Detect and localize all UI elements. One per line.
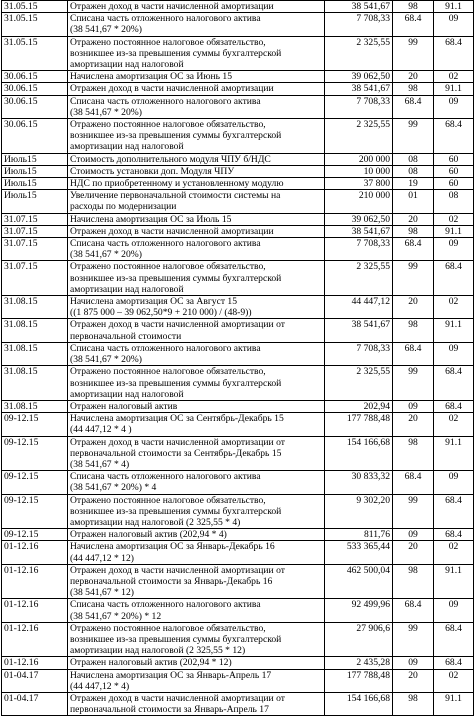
entry-amount-cell: 39 062,50 (325, 71, 393, 83)
entry-credit-account-cell: 60 (434, 178, 474, 190)
entry-description-cell (68, 494, 325, 529)
entry-date-cell: 31.07.15 (2, 213, 68, 225)
entry-description-line: ((1 875 000 – 39 062,50*9 + 210 000) / (48-9)) (70, 307, 252, 319)
entry-debit-account-cell: 68.4 (393, 599, 434, 622)
entry-date-cell: 01-04.17 (2, 669, 68, 692)
entry-credit-account-cell: 09 (434, 13, 474, 36)
entry-description-cell (68, 366, 325, 401)
entry-date-cell: 01-12.16 (2, 657, 68, 669)
table-row (2, 529, 474, 541)
entry-description-cell (68, 1, 325, 13)
entry-debit-account-cell: 20 (393, 413, 434, 436)
entry-description-cell (68, 436, 325, 471)
entry-description-line: Начислена амортизация ОС за Июль 15 (70, 213, 232, 225)
entry-description-line: Списана часть отложенного налогового актива (70, 599, 261, 611)
entry-date-cell: 31.05.15 (2, 13, 68, 36)
entry-debit-account-cell: 68.4 (393, 471, 434, 494)
table-row (2, 71, 474, 83)
table-row (2, 657, 474, 669)
entry-amount-cell: 177 788,48 (325, 413, 393, 436)
entry-debit-account-cell: 68.4 (393, 238, 434, 261)
entry-debit-account-cell: 98 (393, 564, 434, 599)
entry-description-line: (44 447,12 * 4) (70, 680, 130, 692)
entry-amount-cell: 30 833,32 (325, 471, 393, 494)
table-row (2, 178, 474, 190)
entry-debit-account-cell: 99 (393, 119, 434, 154)
table-row (2, 494, 474, 529)
entry-credit-account-cell: 08 (434, 190, 474, 213)
entry-amount-cell: 9 302,20 (325, 494, 393, 529)
entry-description-line: Начислена амортизация ОС за Август 15 (70, 296, 238, 308)
entry-description-line: Стоимость дополнительного модуля ЧПУ б/НДС (70, 153, 271, 165)
entry-description-line: (44 447,12 * 12) (70, 552, 134, 564)
entry-description-line: возникшее из-за превышения суммы бухгалтерской (70, 130, 282, 142)
entry-description-cell (68, 13, 325, 36)
entry-description-line: Отражен доход в части начисленной амортизации (70, 83, 274, 95)
entry-description-cell (68, 225, 325, 237)
entry-debit-account-cell: 09 (393, 657, 434, 669)
entry-description-line: Начислена амортизация ОС за Январь-Декабрь 16 (70, 541, 275, 553)
entry-description-cell (68, 669, 325, 692)
entry-credit-account-cell: 91.1 (434, 436, 474, 471)
entry-description-cell (68, 71, 325, 83)
entry-description-line: Отражен доход в части начисленной амортизации от (70, 319, 285, 331)
entry-amount-cell: 462 500,04 (325, 564, 393, 599)
entry-description-cell (68, 213, 325, 225)
entry-amount-cell: 7 708,33 (325, 95, 393, 118)
table-row (2, 541, 474, 564)
table-row (2, 669, 474, 692)
entry-description-line: Списана часть отложенного налогового актива (70, 13, 261, 25)
entry-description-line: Отражен доход в части начисленной амортизации от (70, 564, 285, 576)
entry-amount-cell: 154 166,68 (325, 692, 393, 715)
entry-description-cell (68, 296, 325, 319)
entry-date-cell: 01-12.16 (2, 541, 68, 564)
entry-description-line: Отражено постоянное налоговое обязательство, (70, 622, 266, 634)
entry-credit-account-cell: 91.1 (434, 564, 474, 599)
entry-debit-account-cell: 98 (393, 83, 434, 95)
entry-description-cell (68, 622, 325, 657)
entry-amount-cell: 533 365,44 (325, 541, 393, 564)
entry-date-cell: 09-12.15 (2, 436, 68, 471)
entry-description-line: (38 541,67 * 20%) (70, 106, 142, 118)
entry-description-cell (68, 599, 325, 622)
entry-credit-account-cell: 91.1 (434, 319, 474, 342)
entry-credit-account-cell: 91.1 (434, 1, 474, 13)
entry-credit-account-cell: 02 (434, 413, 474, 436)
table-row (2, 342, 474, 365)
entry-date-cell: 09-12.15 (2, 529, 68, 541)
entry-description-cell (68, 95, 325, 118)
entry-amount-cell: 37 800 (325, 178, 393, 190)
entry-credit-account-cell: 68.4 (434, 119, 474, 154)
entry-description-cell (68, 342, 325, 365)
entry-credit-account-cell: 02 (434, 296, 474, 319)
entry-debit-account-cell: 08 (393, 153, 434, 165)
entry-amount-cell: 2 325,55 (325, 261, 393, 296)
entry-description-line: первоначальной стоимости за Сентябрь-Декабрь 15 (70, 447, 282, 459)
entry-debit-account-cell: 20 (393, 541, 434, 564)
entry-date-cell: 01-12.16 (2, 599, 68, 622)
entry-date-cell: 01-12.16 (2, 564, 68, 599)
entry-debit-account-cell: 08 (393, 165, 434, 177)
entry-amount-cell: 177 788,48 (325, 669, 393, 692)
entry-amount-cell: 38 541,67 (325, 83, 393, 95)
entry-debit-account-cell: 68.4 (393, 13, 434, 36)
table-row (2, 1, 474, 13)
entry-debit-account-cell: 20 (393, 669, 434, 692)
entry-credit-account-cell: 09 (434, 342, 474, 365)
entry-description-line: Отражен доход в части начисленной амортизации (70, 225, 274, 237)
entry-description-cell (68, 36, 325, 71)
entry-debit-account-cell: 09 (393, 529, 434, 541)
entry-description-line: амортизации над налоговой (70, 283, 184, 295)
entry-date-cell: 31.08.15 (2, 319, 68, 342)
entry-description-line: Отражен налоговый актив (202,94 * 12) (70, 657, 232, 669)
entry-description-cell (68, 178, 325, 190)
entry-date-cell: 30.06.15 (2, 71, 68, 83)
entry-description-cell (68, 238, 325, 261)
entry-description-line: Начислена амортизация ОС за Сентябрь-Декабрь 15 (70, 413, 284, 425)
entry-description-cell (68, 261, 325, 296)
table-row (2, 238, 474, 261)
entry-date-cell: Июль15 (2, 165, 68, 177)
table-row (2, 692, 474, 715)
entry-debit-account-cell: 98 (393, 436, 434, 471)
entry-credit-account-cell: 68.4 (434, 657, 474, 669)
entry-description-line: Отражено постоянное налоговое обязательство, (70, 261, 266, 273)
entry-debit-account-cell: 99 (393, 366, 434, 401)
table-row (2, 213, 474, 225)
table-row (2, 366, 474, 401)
entry-description-cell (68, 165, 325, 177)
entry-credit-account-cell: 91.1 (434, 692, 474, 715)
entry-date-cell: 31.08.15 (2, 400, 68, 412)
entry-credit-account-cell: 68.4 (434, 366, 474, 401)
entry-amount-cell: 7 708,33 (325, 13, 393, 36)
entry-description-line: Отражено постоянное налоговое обязательство, (70, 494, 266, 506)
entry-debit-account-cell: 68.4 (393, 342, 434, 365)
entry-description-cell (68, 413, 325, 436)
entry-credit-account-cell: 68.4 (434, 400, 474, 412)
entry-description-line: первоначальной стоимости (70, 330, 182, 342)
entry-description-line: Стоимость установки доп. Модуля ЧПУ (70, 165, 235, 177)
table-row (2, 190, 474, 213)
entry-amount-cell: 2 325,55 (325, 36, 393, 71)
entry-debit-account-cell: 99 (393, 622, 434, 657)
entry-description-cell (68, 119, 325, 154)
entry-amount-cell: 2 325,55 (325, 366, 393, 401)
entry-description-line: (38 541,67 * 12) (70, 587, 134, 599)
entry-date-cell: 31.08.15 (2, 366, 68, 401)
entry-amount-cell: 10 000 (325, 165, 393, 177)
table-row (2, 436, 474, 471)
entry-description-line: (44 447,12 * 4 ) (70, 424, 132, 436)
entry-description-line: Отражен доход в части начисленной амортизации от (70, 436, 285, 448)
entry-description-line: Начислена амортизация ОС за Январь-Апрель 17 (70, 669, 272, 681)
entry-amount-cell: 27 906,6 (325, 622, 393, 657)
entry-description-line: Отражено постоянное налоговое обязательство, (70, 366, 266, 378)
entry-description-cell (68, 190, 325, 213)
entry-debit-account-cell: 01 (393, 190, 434, 213)
entry-debit-account-cell: 20 (393, 213, 434, 225)
entry-amount-cell: 38 541,67 (325, 319, 393, 342)
entry-credit-account-cell: 60 (434, 153, 474, 165)
entry-description-cell (68, 400, 325, 412)
entry-description-line: НДС по приобретенному и установленному модулю (70, 178, 284, 190)
entry-description-line: Списана часть отложенного налогового актива (70, 238, 261, 250)
entry-description-line: возникшее из-за превышения суммы бухгалтерской (70, 272, 282, 284)
entry-description-line: Отражен доход в части начисленной амортизации (70, 1, 274, 12)
table-row (2, 225, 474, 237)
entry-credit-account-cell: 68.4 (434, 529, 474, 541)
table-row (2, 261, 474, 296)
table-row (2, 319, 474, 342)
table-row (2, 400, 474, 412)
entry-description-line: (38 541,67 * 4) (70, 458, 130, 470)
entry-credit-account-cell: 02 (434, 71, 474, 83)
entry-credit-account-cell: 02 (434, 669, 474, 692)
entry-description-line: Списана часть отложенного налогового актива (70, 342, 261, 354)
entry-debit-account-cell: 99 (393, 36, 434, 71)
entry-description-cell (68, 319, 325, 342)
table-row (2, 413, 474, 436)
entry-debit-account-cell: 68.4 (393, 95, 434, 118)
table-row (2, 119, 474, 154)
entry-description-cell (68, 657, 325, 669)
entry-description-line: (38 541,67 * 20%) (70, 354, 142, 366)
entry-date-cell: 31.07.15 (2, 225, 68, 237)
entry-date-cell: 01-04.17 (2, 692, 68, 715)
entry-debit-account-cell: 99 (393, 261, 434, 296)
entry-date-cell: 30.06.15 (2, 119, 68, 154)
entry-date-cell: 31.07.15 (2, 238, 68, 261)
entry-debit-account-cell: 98 (393, 225, 434, 237)
entry-description-line: возникшее из-за превышения суммы бухгалтерской (70, 377, 282, 389)
entry-date-cell: Июль15 (2, 153, 68, 165)
entry-amount-cell: 2 435,28 (325, 657, 393, 669)
entry-description-line: возникшее из-за превышения суммы бухгалтерской (70, 47, 282, 59)
entry-debit-account-cell: 98 (393, 692, 434, 715)
entry-amount-cell: 92 499,96 (325, 599, 393, 622)
entry-amount-cell: 44 447,12 (325, 296, 393, 319)
entry-date-cell: 09-12.15 (2, 471, 68, 494)
entry-description-line: Отражено постоянное налоговое обязательство, (70, 119, 266, 131)
entry-description-line: амортизации над налоговой (2 325,55 * 12) (70, 645, 246, 657)
table-row (2, 471, 474, 494)
entry-description-cell (68, 529, 325, 541)
entry-date-cell: 09-12.15 (2, 413, 68, 436)
entry-amount-cell: 38 541,67 (325, 1, 393, 13)
entry-description-line: (38 541,67 * 20%) * 4 (70, 482, 157, 494)
entry-amount-cell: 38 541,67 (325, 225, 393, 237)
entry-debit-account-cell: 99 (393, 494, 434, 529)
entry-date-cell: 30.06.15 (2, 95, 68, 118)
entry-credit-account-cell: 68.4 (434, 261, 474, 296)
entry-date-cell: 09-12.15 (2, 494, 68, 529)
entry-date-cell: Июль15 (2, 178, 68, 190)
entry-credit-account-cell: 09 (434, 95, 474, 118)
entry-description-line: амортизации над налоговой (70, 141, 184, 153)
table-row (2, 564, 474, 599)
entry-credit-account-cell: 91.1 (434, 225, 474, 237)
entry-description-line: первоначальной стоимости за Январь-Декабрь 16 (70, 575, 273, 587)
entry-amount-cell: 154 166,68 (325, 436, 393, 471)
entry-description-line: Отражен налоговый актив (202,94 * 4) (70, 529, 227, 541)
entry-debit-account-cell: 09 (393, 400, 434, 412)
entry-description-cell (68, 83, 325, 95)
entry-description-line: Отражен налоговый актив (70, 400, 178, 412)
entry-amount-cell: 39 062,50 (325, 213, 393, 225)
entry-credit-account-cell: 02 (434, 541, 474, 564)
table-row (2, 296, 474, 319)
entry-credit-account-cell: 68.4 (434, 622, 474, 657)
entry-credit-account-cell: 09 (434, 599, 474, 622)
entry-debit-account-cell: 98 (393, 1, 434, 13)
entry-description-line: Увеличение первоначальной стоимости системы на (70, 190, 281, 202)
entry-debit-account-cell: 19 (393, 178, 434, 190)
entry-description-line: (38 541,67 * 20%) * 12 (70, 610, 162, 622)
entry-debit-account-cell: 20 (393, 71, 434, 83)
table-row (2, 622, 474, 657)
entry-amount-cell: 811,76 (325, 529, 393, 541)
entry-credit-account-cell: 02 (434, 213, 474, 225)
entry-debit-account-cell: 98 (393, 319, 434, 342)
table-row (2, 95, 474, 118)
entry-credit-account-cell: 09 (434, 471, 474, 494)
entry-description-line: амортизации над налоговой (70, 388, 184, 400)
entry-amount-cell: 202,94 (325, 400, 393, 412)
entry-amount-cell: 210 000 (325, 190, 393, 213)
entry-description-line: Списана часть отложенного налогового актива (70, 471, 261, 483)
entry-date-cell: 31.07.15 (2, 261, 68, 296)
entry-description-cell (68, 471, 325, 494)
entry-description-line: амортизации над налоговой (2 325,55 * 4) (70, 516, 241, 528)
entries-body (2, 1, 474, 716)
entry-credit-account-cell: 60 (434, 165, 474, 177)
entry-description-line: возникшее из-за превышения суммы бухгалтерской (70, 633, 282, 645)
entry-date-cell: 30.06.15 (2, 83, 68, 95)
entry-description-cell (68, 692, 325, 715)
entry-date-cell: 31.05.15 (2, 1, 68, 13)
entry-amount-cell: 7 708,33 (325, 238, 393, 261)
entry-credit-account-cell: 91.1 (434, 83, 474, 95)
entry-amount-cell: 7 708,33 (325, 342, 393, 365)
entry-date-cell: 01-12.16 (2, 622, 68, 657)
entry-description-cell (68, 153, 325, 165)
entry-description-line: (38 541,67 * 20%) (70, 249, 142, 261)
entry-description-cell (68, 541, 325, 564)
entry-date-cell: Июль15 (2, 190, 68, 213)
entry-description-line: Начислена амортизация ОС за Июнь 15 (70, 71, 232, 83)
entry-description-line: первоначальной стоимости за Январь-Апрель 17 (70, 704, 269, 716)
entry-description-line: возникшее из-за превышения суммы бухгалтерской (70, 505, 282, 517)
table-row (2, 153, 474, 165)
entry-description-cell (68, 564, 325, 599)
entry-amount-cell: 200 000 (325, 153, 393, 165)
entry-description-line: Отражено постоянное налоговое обязательство, (70, 36, 266, 48)
table-row (2, 36, 474, 71)
entry-date-cell: 31.05.15 (2, 36, 68, 71)
table-row (2, 599, 474, 622)
table-row (2, 13, 474, 36)
entry-credit-account-cell: 09 (434, 238, 474, 261)
entry-description-line: амортизации над налоговой (70, 59, 184, 71)
entry-debit-account-cell: 20 (393, 296, 434, 319)
entry-amount-cell: 2 325,55 (325, 119, 393, 154)
entry-description-line: (38 541,67 * 20%) (70, 24, 142, 36)
entry-date-cell: 31.08.15 (2, 342, 68, 365)
accounting-entries-table (1, 0, 474, 716)
entry-description-line: Списана часть отложенного налогового актива (70, 95, 261, 107)
entry-credit-account-cell: 68.4 (434, 494, 474, 529)
table-row (2, 83, 474, 95)
entry-credit-account-cell: 68.4 (434, 36, 474, 71)
entry-date-cell: 31.08.15 (2, 296, 68, 319)
entry-description-line: Отражен доход в части начисленной амортизации от (70, 692, 285, 704)
entry-description-line: расходы по модернизации (70, 201, 177, 213)
table-row (2, 165, 474, 177)
